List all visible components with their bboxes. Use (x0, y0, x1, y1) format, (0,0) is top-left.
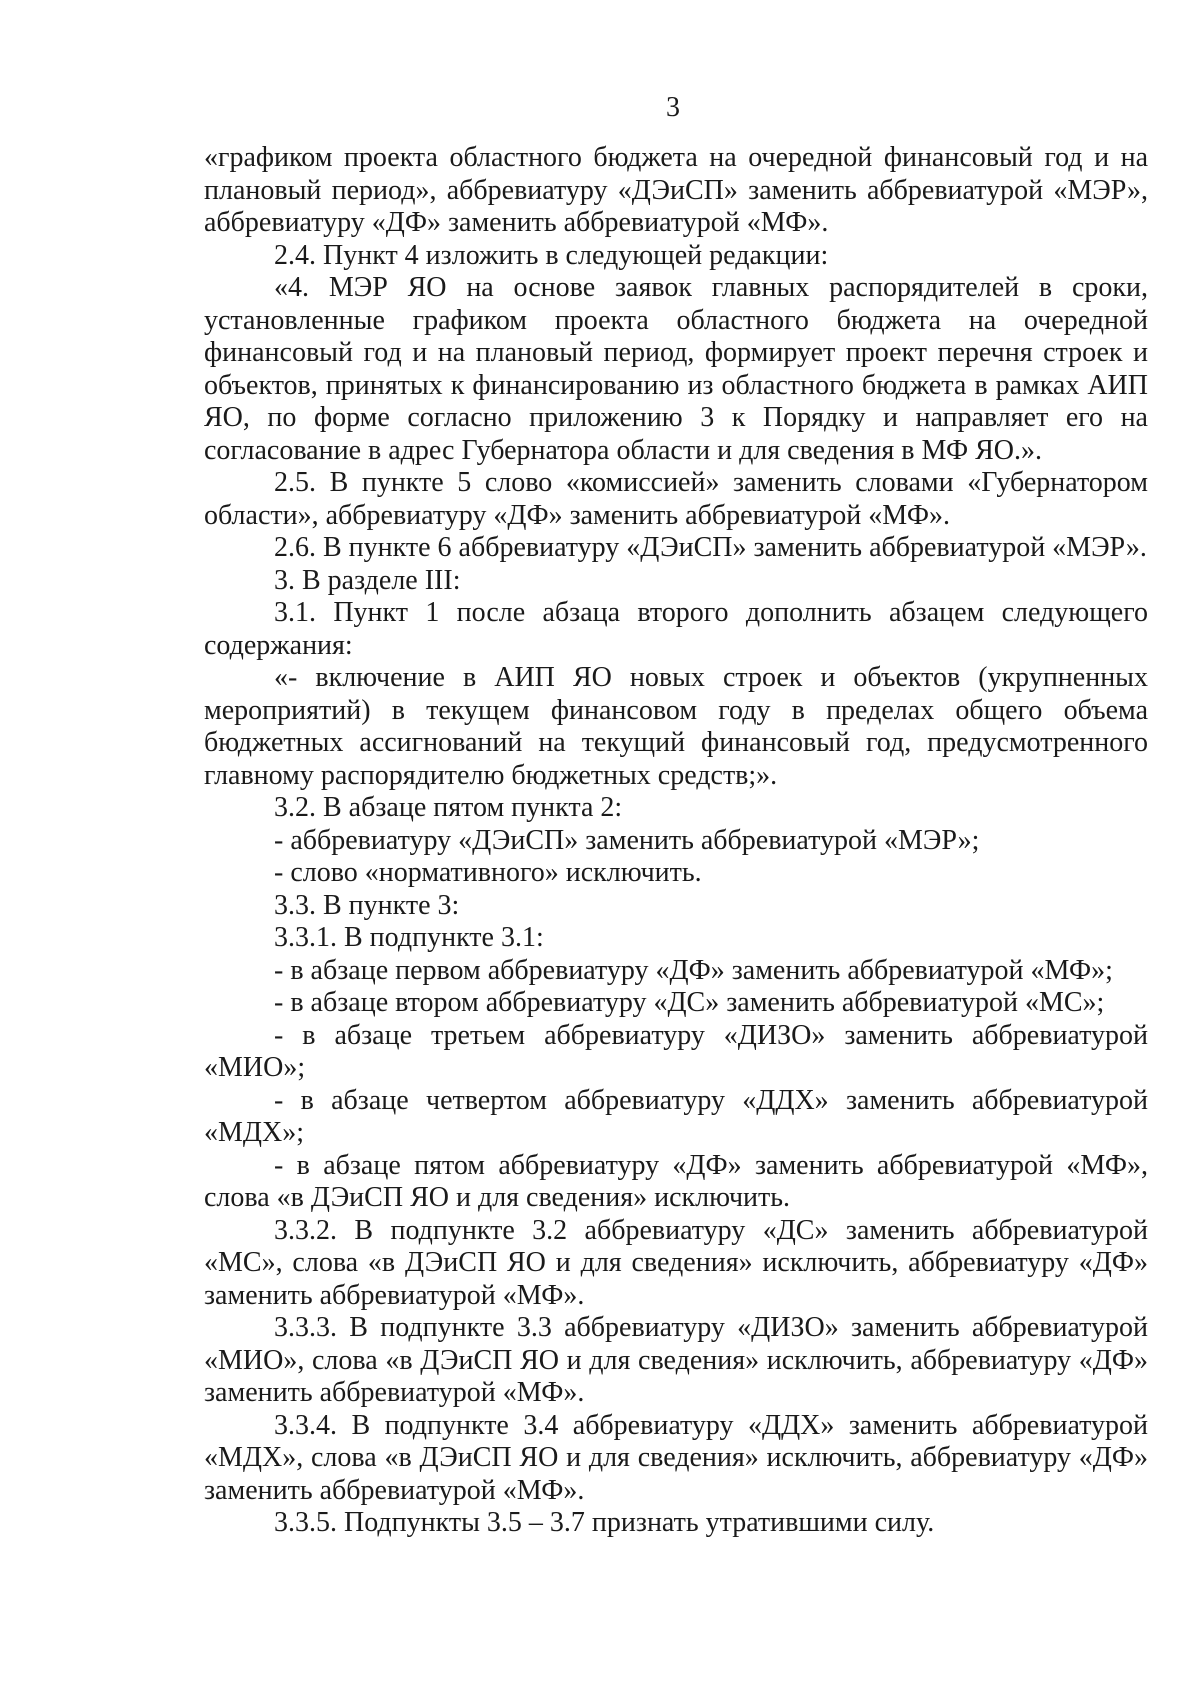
paragraph: - в абзаце пятом аббревиатуру «ДФ» заменить аббревиатурой «МФ», слова «в ДЭиСП ЯО и для сведения» исключить. (204, 1149, 1148, 1213)
paragraph: - в абзаце первом аббревиатуру «ДФ» заменить аббревиатурой «МФ»; (274, 954, 1113, 986)
paragraph: 3.3.5. Подпункты 3.5 – 3.7 признать утратившими силу. (274, 1507, 935, 1538)
paragraph: 3.3.3. В подпункте 3.3 аббревиатуру «ДИЗО» заменить аббревиатурой «МИО», слова «в ДЭиСП ЯО и для сведения» исключить, аббревиатуру «ДФ» заменить аббревиатурой «МФ». (204, 1312, 1148, 1408)
paragraph: 3.1. Пункт 1 после абзаца второго дополнить абзацем следующего содержания: (204, 597, 1148, 661)
paragraph: - в абзаце втором аббревиатуру «ДС» заменить аббревиатурой «МС»; (274, 987, 1105, 1018)
paragraph: «графиком проекта областного бюджета на очередной финансовый год и на плановый период», аббревиатуру «ДЭиСП» заменить аббревиатурой «МЭР», аббревиатуру «ДФ» заменить аббревиатурой «МФ». (204, 142, 1148, 238)
page-number: 3 (666, 92, 680, 123)
paragraph: 3. В разделе III: (274, 564, 461, 596)
paragraph: 2.6. В пункте 6 аббревиатуру «ДЭиСП» заменить аббревиатурой «МЭР». (274, 532, 1147, 563)
paragraph: 3.3.4. В подпункте 3.4 аббревиатуру «ДДХ» заменить аббревиатурой «МДХ», слова «в ДЭиСП ЯО и для сведения» исключить, аббревиатуру «ДФ» заменить аббревиатурой «МФ». (204, 1409, 1148, 1506)
paragraph: - в абзаце третьем аббревиатуру «ДИЗО» заменить аббревиатурой «МИО»; (204, 1019, 1148, 1083)
paragraph: 3.3. В пункте 3: (274, 889, 460, 921)
paragraph: - слово «нормативного» исключить. (274, 857, 702, 888)
document-body (204, 142, 1148, 1540)
paragraph: 2.5. В пункте 5 слово «комиссией» заменить словами «Губернатором области», аббревиатуру «ДФ» заменить аббревиатурой «МФ». (204, 467, 1148, 531)
paragraph: 3.3.1. В подпункте 3.1: (274, 922, 544, 953)
paragraph: «- включение в АИП ЯО новых строек и объектов (укрупненных мероприятий) в текущем финансовом году в пределах общего объема бюджетных ассигнований на текущий финансовый год, предусмотренного главному распорядителю бюджетных средств;». (204, 662, 1148, 791)
paragraph: 2.4. Пункт 4 изложить в следующей редакции: (274, 239, 829, 271)
paragraph: «4. МЭР ЯО на основе заявок главных распорядителей в сроки, установленные графиком проекта областного бюджета на очередной финансовый год и на плановый период, формирует проект перечня строек и объектов, принятых к финансированию из областного бюджета в рамках АИП ЯО, по форме согласно приложению 3 к Порядку и направляет его на согласование в адрес Губернатора области и для сведения в МФ ЯО.». (204, 272, 1148, 466)
paragraph: 3.2. В абзаце пятом пункта 2: (274, 792, 623, 823)
paragraph: 3.3.2. В подпункте 3.2 аббревиатуру «ДС» заменить аббревиатурой «МС», слова «в ДЭиСП ЯО и для сведения» исключить, аббревиатуру «ДФ» заменить аббревиатурой «МФ». (204, 1214, 1148, 1311)
paragraph: - аббревиатуру «ДЭиСП» заменить аббревиатурой «МЭР»; (274, 824, 980, 856)
paragraph: - в абзаце четвертом аббревиатуру «ДДХ» заменить аббревиатурой «МДХ»; (204, 1084, 1148, 1148)
